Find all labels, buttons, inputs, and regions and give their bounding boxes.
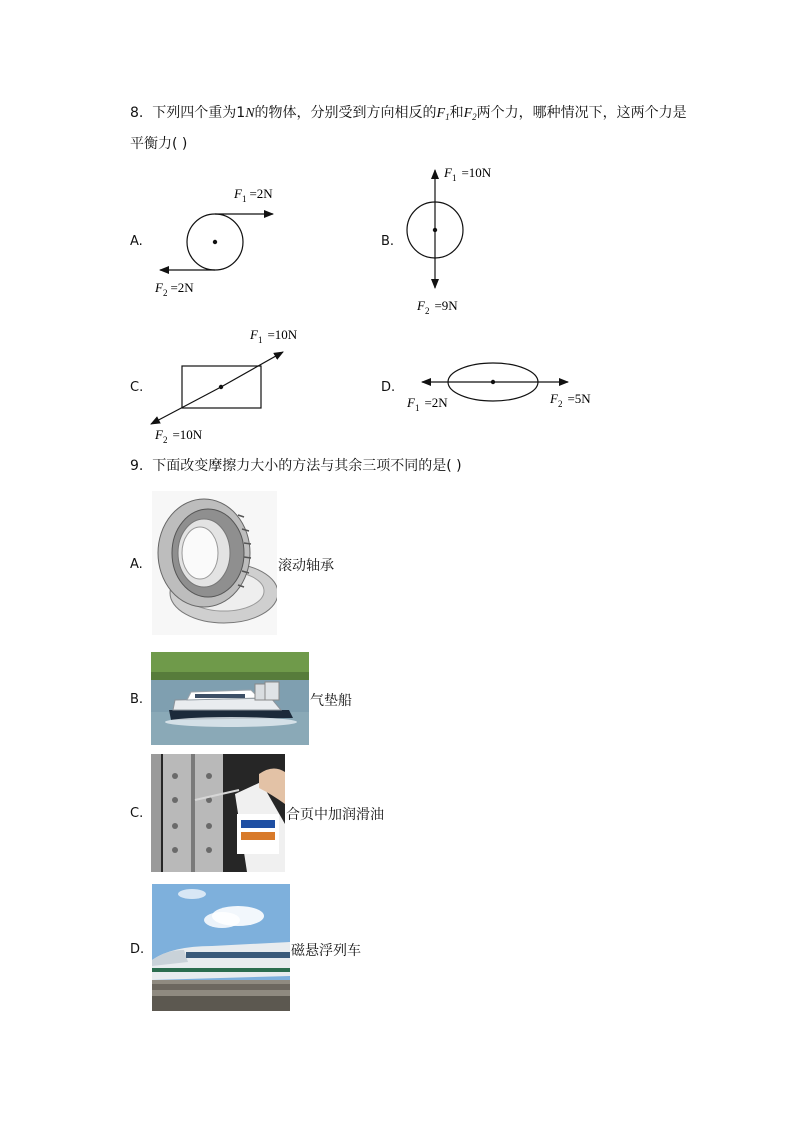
q9-stem xyxy=(130,456,462,476)
f1-label: $F_1 =2N$ xyxy=(234,186,273,204)
q8-option-d-letter[interactable]: D. xyxy=(381,380,396,395)
q8-number: 8. xyxy=(130,105,144,121)
q9-option-a-letter[interactable]: A. xyxy=(130,557,143,572)
hinge-oil-image xyxy=(151,754,285,872)
f2-arrow xyxy=(151,387,221,424)
hovercraft-image xyxy=(151,652,309,745)
q8-option-c-diagram xyxy=(145,320,315,450)
q8-force-subscript: 2 xyxy=(472,112,477,122)
bearing-image xyxy=(152,491,277,635)
q9-option-c-caption: 合页中加润滑油 xyxy=(286,807,384,823)
q8-force-symbol: F xyxy=(436,106,446,121)
q8-stem-part: 和 xyxy=(449,105,464,121)
q9-option-b-caption: 气垫船 xyxy=(310,693,352,709)
center-dot xyxy=(213,240,217,244)
q8-stem-part: 两个力，哪种情况下，这两个力是 xyxy=(476,105,687,121)
f2-label: $F_2 =5N$ xyxy=(550,391,591,409)
q8-option-b-letter[interactable]: B. xyxy=(381,234,395,249)
q8-stem-part: 的物体，分别受到方向相反的 xyxy=(254,105,437,121)
f1-label: $F_1 =10N$ xyxy=(250,327,298,345)
q8-stem-line2: 平衡力( ) xyxy=(130,136,188,152)
q8-force-subscript: 1 xyxy=(445,112,450,122)
q8-option-a-letter[interactable]: A. xyxy=(130,234,143,249)
q8-force-symbol: F xyxy=(463,106,473,121)
q8-option-c-letter[interactable]: C. xyxy=(130,380,144,395)
q9-stem-text: 下面改变摩擦力大小的方法与其余三项不同的是( ) xyxy=(152,458,462,474)
q9-number: 9. xyxy=(130,458,144,474)
q8-stem-line1 xyxy=(130,103,687,127)
q9-option-d-letter[interactable]: D. xyxy=(130,942,145,957)
f1-label: $F_1 =10N$ xyxy=(444,165,492,183)
q8-weight-value: 1 xyxy=(236,105,246,121)
q8-option-b-diagram xyxy=(400,160,520,320)
q9-option-d-caption: 磁悬浮列车 xyxy=(291,943,361,959)
f2-label: $F_2 =2N$ xyxy=(155,280,194,298)
q8-stem-part: 下列四个重为 xyxy=(152,105,237,121)
q9-option-a-caption: 滚动轴承 xyxy=(278,558,334,574)
q8-option-a-diagram xyxy=(150,180,300,300)
maglev-train-image xyxy=(152,884,290,1011)
f2-label: $F_2 =9N$ xyxy=(417,298,458,316)
f2-label: $F_2 =10N$ xyxy=(155,427,203,445)
q8-option-d-diagram xyxy=(400,355,610,415)
f1-label: $F_1 =2N$ xyxy=(407,395,448,413)
q8-weight-unit: N xyxy=(245,106,255,121)
q9-option-c-letter[interactable]: C. xyxy=(130,806,144,821)
q9-option-b-letter[interactable]: B. xyxy=(130,692,144,707)
f1-arrow xyxy=(221,352,283,387)
